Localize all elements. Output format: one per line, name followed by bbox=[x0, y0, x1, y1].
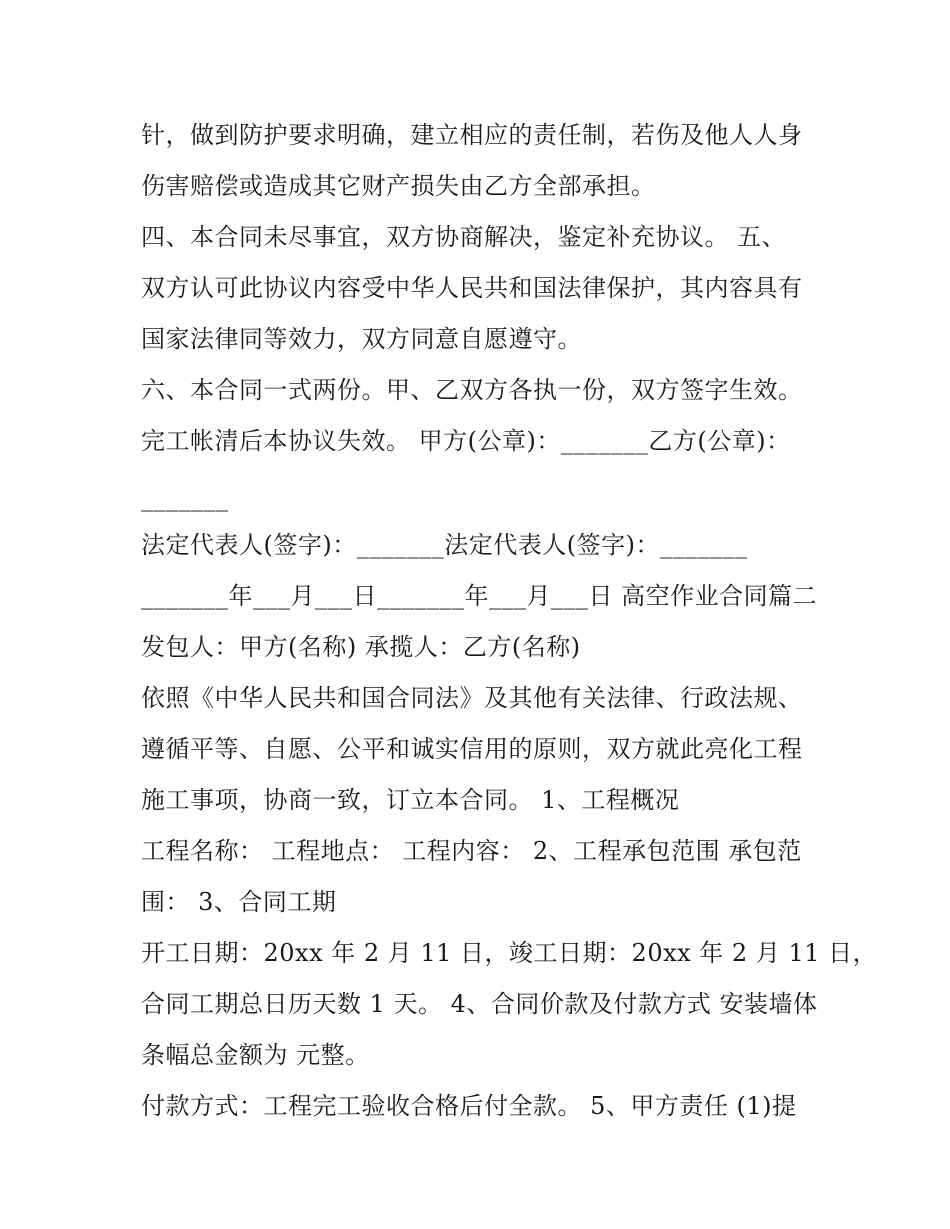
text-line: 围： 3、合同工期 bbox=[141, 888, 337, 916]
text-line: _______年___月___日_______年___月___日 高空作业合同篇二 bbox=[141, 582, 818, 610]
text-line: 条幅总金额为 元整。 bbox=[141, 1041, 370, 1069]
text-line: 付款方式：工程完工验收合格后付全款。 5、甲方责任 (1)提 bbox=[141, 1092, 797, 1120]
text-line: 合同工期总日历天数 1 天。 4、合同价款及付款方式 安装墙体 bbox=[141, 990, 818, 1018]
document-body bbox=[141, 110, 878, 1132]
text-line: 施工事项，协商一致，订立本合同。 1、工程概况 bbox=[141, 786, 680, 814]
text-line: 国家法律同等效力，双方同意自愿遵守。 bbox=[141, 325, 582, 353]
text-line: 发包人：甲方(名称) 承揽人：乙方(名称) bbox=[141, 633, 581, 661]
text-line: 开工日期：20xx 年 2 月 11 日，竣工日期：20xx 年 2 月 11 日， bbox=[141, 939, 878, 967]
text-line: 四、本合同未尽事宜，双方协商解决，鉴定补充协议。 五、 bbox=[141, 223, 787, 251]
text-line: 依照《中华人民共和国合同法》及其他有关法律、行政法规、 bbox=[141, 684, 803, 712]
text-line: 工程名称： 工程地点： 工程内容： 2、工程承包范围 承包范 bbox=[141, 837, 802, 865]
text-line: 六、本合同一式两份。甲、乙双方各执一份，双方签字生效。 bbox=[141, 376, 803, 404]
text-line: 双方认可此协议内容受中华人民共和国法律保护，其内容具有 bbox=[141, 274, 803, 302]
text-line: 伤害赔偿或造成其它财产损失由乙方全部承担。 bbox=[141, 172, 656, 200]
text-line: 遵循平等、自愿、公平和诚实信用的原则，双方就此亮化工程 bbox=[141, 735, 803, 763]
text-line: 法定代表人(签字)：_______法定代表人(签字)：_______ bbox=[141, 531, 748, 559]
text-line: 针，做到防护要求明确，建立相应的责任制，若伤及他人人身 bbox=[141, 121, 803, 149]
signature-blank-line: _______ bbox=[141, 484, 229, 512]
text-line: 完工帐清后本协议失效。 甲方(公章)：_______乙方(公章)： bbox=[141, 427, 791, 455]
